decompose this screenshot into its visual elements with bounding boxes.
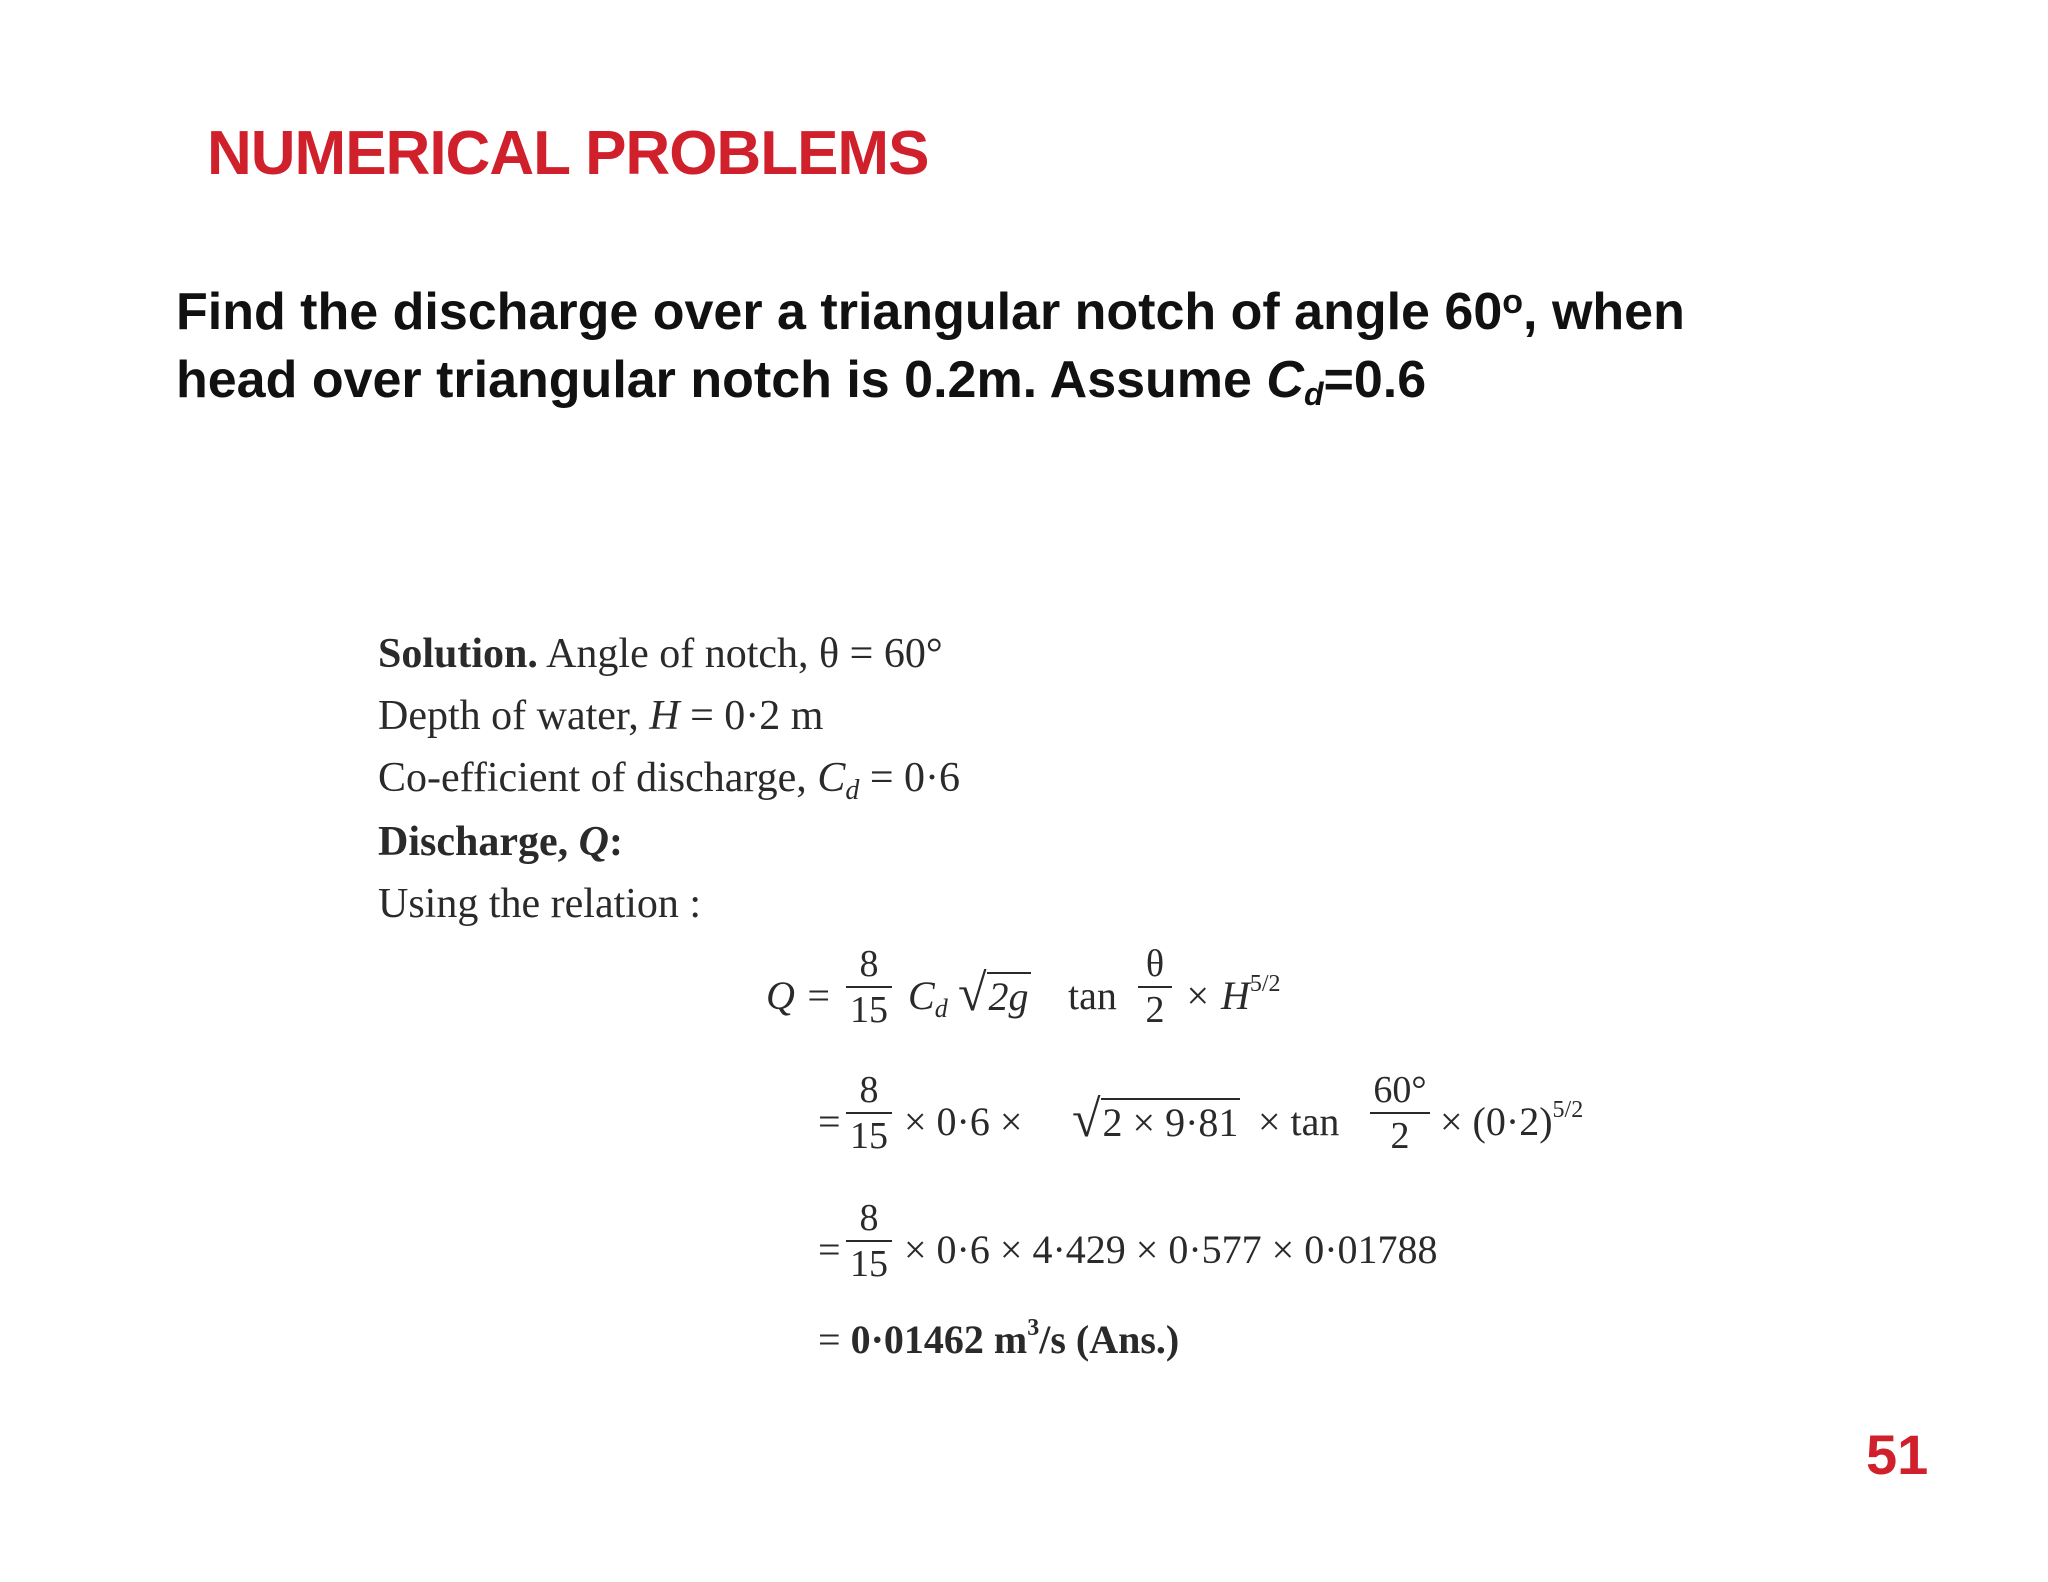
scanned-solution: Solution. Angle of notch, θ = 60° Depth of water, H = 0·2 m Co-efficient of discharge, $C_d = 0\cdot 6$ Discharge, Q: Using the relation : Q = 8 15 $C_d$ √2g tan θ 2 × $H^{5/2}$ = 8 15 × 0·6 × √2 × 9·81 × tan 60° 2 × $(0\cdot 2)^{5/2}$ = 8 15 × 0·6 × 4·429 × 0·577 × 0·01788 = 0·01462 $m^3/s$ (Ans.) (378, 631, 1584, 1362)
final-answer: = 0·01462 $m^3/s$ (Ans.) (818, 1315, 1180, 1362)
page-number: 51 (1866, 1423, 1929, 1486)
slide-title: NUMERICAL PROBLEMS (207, 119, 929, 188)
solution-cd-line: Co-efficient of discharge, $C_d = 0\cdot 6$ (378, 755, 961, 806)
solution-relation-line: Using the relation : (378, 881, 702, 927)
solution-discharge-heading: Discharge, Q: (378, 819, 623, 865)
cd-symbol: $C_d$ (1266, 351, 1324, 412)
fraction-theta-2: θ 2 (1138, 942, 1172, 1032)
sqrt-2g: √2g (958, 965, 1029, 1022)
solution-depth-line: Depth of water, H = 0·2 m (378, 693, 824, 739)
fraction-60-2: 60° 2 (1370, 1068, 1430, 1158)
problem-line-2: head over triangular notch is 0.2m. Assume $C_d=0.6$ (176, 351, 1427, 412)
solution-angle-line: Solution. Angle of notch, θ = 60° (378, 631, 943, 677)
problem-statement (176, 278, 2016, 414)
problem-line-1: Find the discharge over a triangular notch of angle 60$^o$, when (176, 283, 1685, 341)
sqrt-2-981: √2 × 9·81 (1072, 1091, 1239, 1148)
fraction-8-15: 8 15 (846, 942, 892, 1032)
